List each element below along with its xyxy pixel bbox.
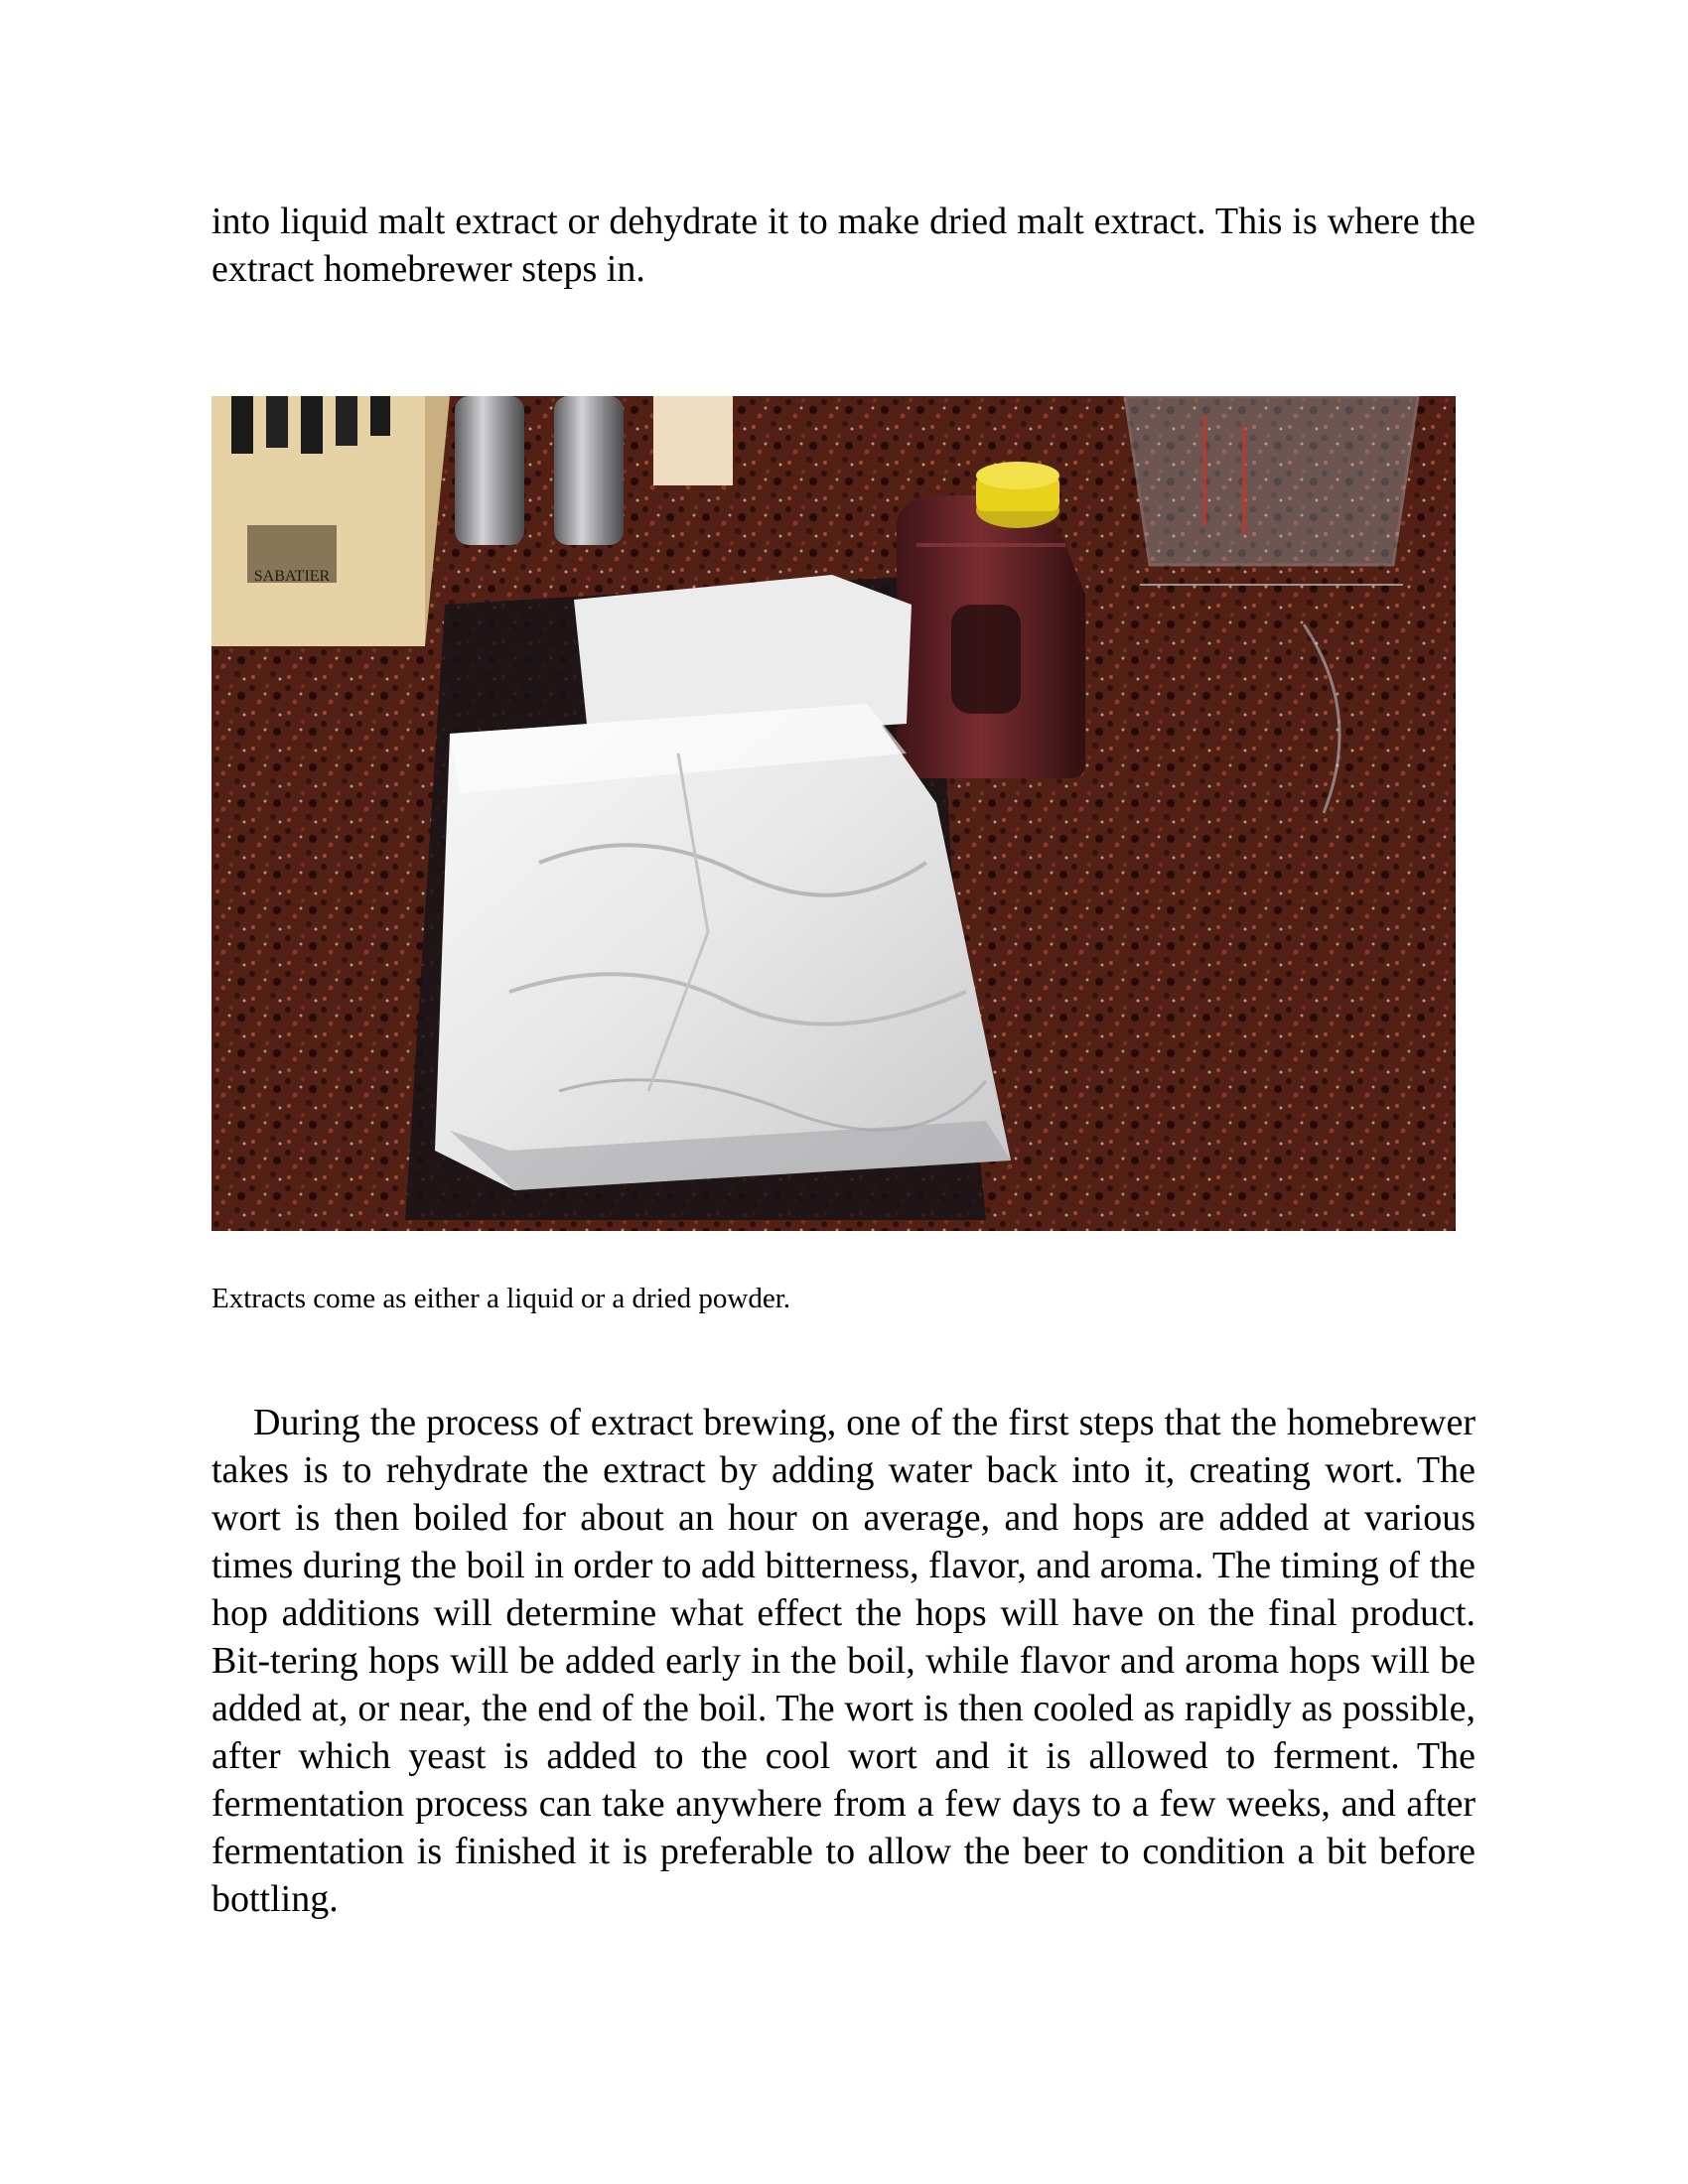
knife-block-brand: SABATIER bbox=[253, 568, 331, 585]
intro-paragraph: into liquid malt extract or dehydrate it to make dried malt extract. This is where the extract homebrewer steps in. bbox=[211, 201, 1476, 290]
process-paragraph: During the process of extract brewing, one of the first steps that the homebrewer takes is to rehydrate the extract by adding water back into it, creating wort. The wort is then boiled for about an hour on average, and hops are added at various times during the boil in order to add bitterness, flavor, and aroma. The timing of the hop additions will determine what effect the hops will have on the final product. Bit-tering hops will be added early in the boil, while flavor and aroma hops will be added at, or near, the end of the boil. The wort is then cooled as rapidly as possible, after which yeast is added to the cool wort and it is allowed to ferment. The fermentation process can take anywhere from a few days to a few weeks, and after fermentation is finished it is preferable to allow the beer to condition a bit before bottling. bbox=[211, 1402, 1476, 1920]
liquid-extract-jug bbox=[897, 462, 1085, 778]
figure-caption: Extracts come as either a liquid or a dried powder. bbox=[211, 1283, 791, 1314]
extract-photo bbox=[211, 396, 1456, 1231]
knife-block bbox=[211, 396, 450, 646]
